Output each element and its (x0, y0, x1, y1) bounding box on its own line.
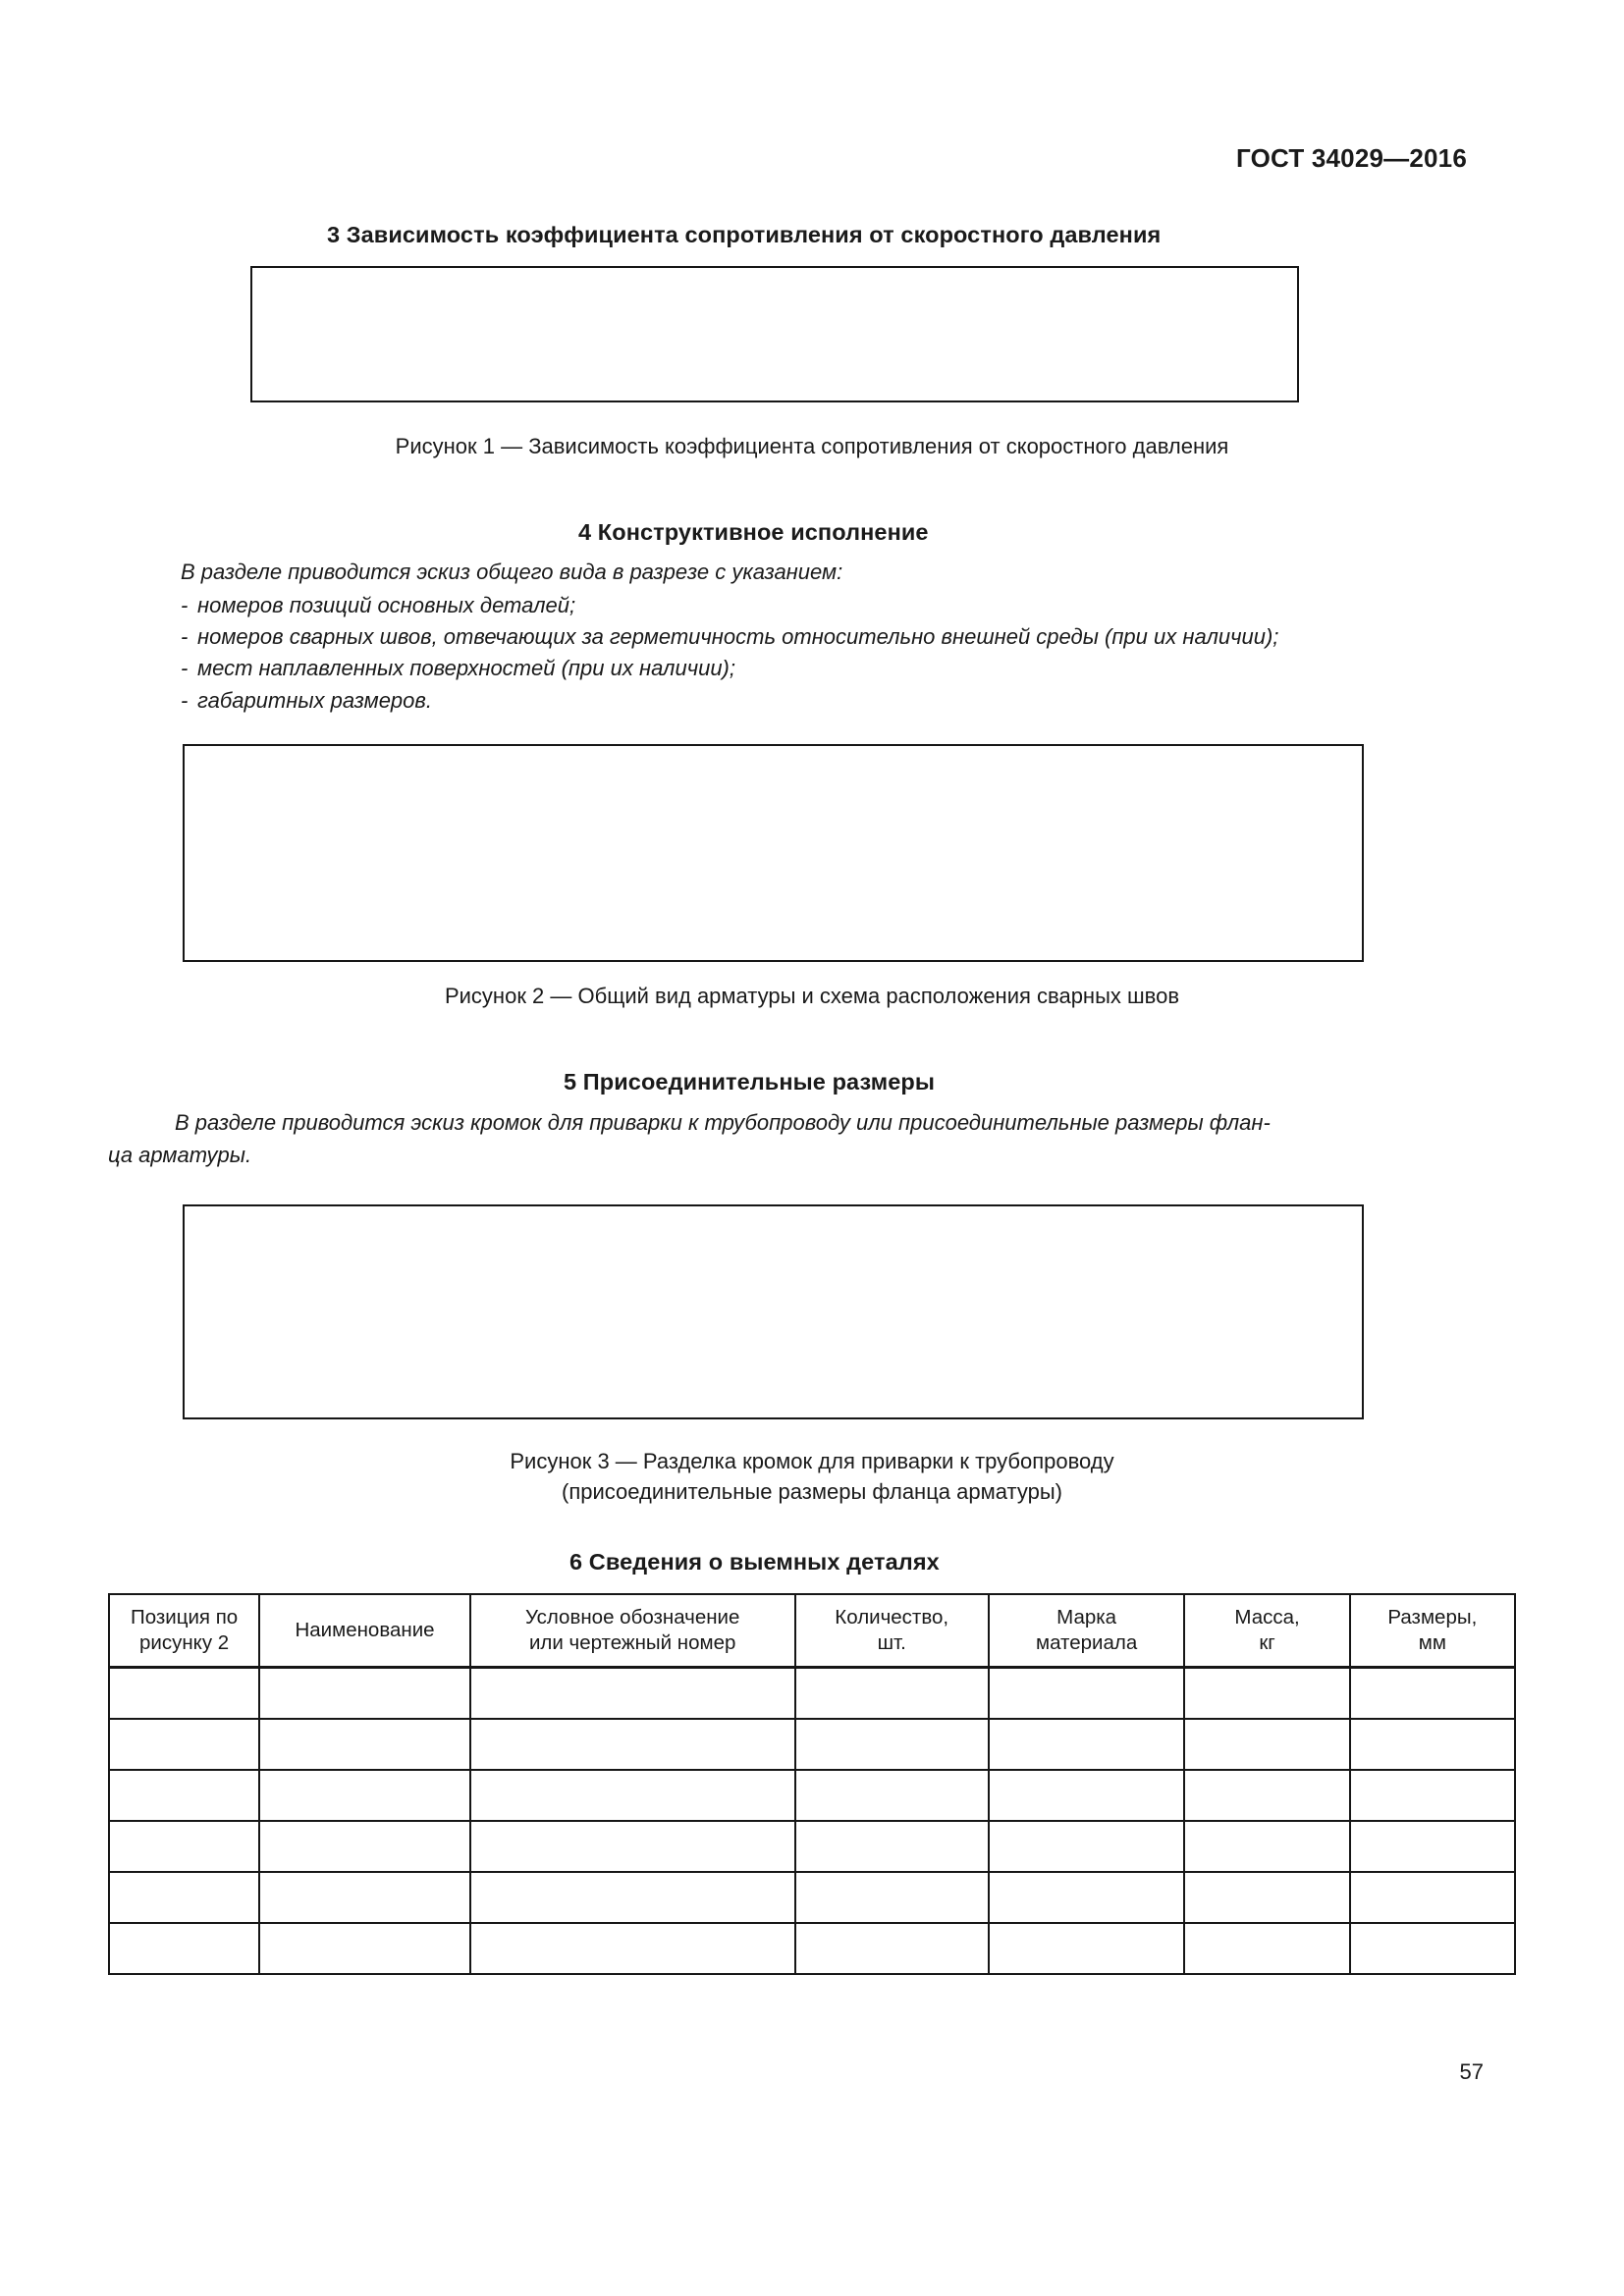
figure-2-placeholder-box (183, 744, 1364, 962)
table-header-line-1: Условное обозначение (524, 1605, 740, 1629)
section-heading-4: 4 Конструктивное исполнение (578, 519, 929, 545)
table-cell[interactable] (795, 1872, 989, 1923)
table-cell[interactable] (1184, 1923, 1349, 1974)
table-row (109, 1770, 1515, 1821)
table-header-line-1: Масса, (1234, 1605, 1300, 1629)
table-header-cell-dimensions (1350, 1594, 1515, 1668)
table-cell[interactable] (1350, 1821, 1515, 1872)
table-cell[interactable] (795, 1770, 989, 1821)
table-header-line-2: шт. (877, 1631, 906, 1654)
table-cell[interactable] (109, 1872, 259, 1923)
table-cell[interactable] (1350, 1872, 1515, 1923)
table-cell[interactable] (795, 1668, 989, 1720)
table-header-line-1: Позиция по (130, 1605, 239, 1629)
table-header-cell-position (109, 1594, 259, 1668)
table-cell[interactable] (795, 1821, 989, 1872)
table-cell[interactable] (470, 1821, 795, 1872)
table-header-line-2: или чертежный номер (528, 1631, 736, 1654)
table-cell[interactable] (1350, 1668, 1515, 1720)
list-item (181, 621, 1278, 653)
table-row (109, 1821, 1515, 1872)
table-header-line-2: мм (1418, 1631, 1446, 1654)
table-cell[interactable] (989, 1872, 1185, 1923)
table-cell[interactable] (470, 1872, 795, 1923)
table-header-cell-mass (1184, 1594, 1349, 1668)
section-5-intro-line-2: ца арматуры. (108, 1143, 252, 1167)
list-item-label: номеров позиций основных деталей; (197, 593, 576, 617)
section-4-intro-text: В разделе приводится эскиз общего вида в разрезе с указанием: (181, 560, 843, 584)
table-header-cell-material (989, 1594, 1185, 1668)
figure-3-placeholder-box (183, 1204, 1364, 1419)
table-cell[interactable] (109, 1770, 259, 1821)
section-4-bullet-list (181, 590, 1278, 717)
table-cell[interactable] (1350, 1719, 1515, 1770)
table-cell[interactable] (989, 1923, 1185, 1974)
table-cell[interactable] (259, 1821, 470, 1872)
list-item-label: номеров сварных швов, отвечающих за герметичность относительно внешней среды (при их наличии); (197, 624, 1279, 650)
table-cell[interactable] (989, 1668, 1185, 1720)
table-cell[interactable] (1184, 1668, 1349, 1720)
figure-3-caption (0, 1446, 1624, 1507)
figure-1-placeholder-box (250, 266, 1299, 402)
list-item-label: габаритных размеров. (197, 687, 433, 713)
table-header-row (109, 1594, 1515, 1668)
table-row (109, 1719, 1515, 1770)
bullet-marker: - (181, 593, 189, 617)
table-cell[interactable] (989, 1770, 1185, 1821)
table-cell[interactable] (1184, 1719, 1349, 1770)
table-header-line-1: Количество, (835, 1605, 949, 1629)
table-cell[interactable] (109, 1668, 259, 1720)
list-item (181, 590, 1278, 621)
section-heading-5: 5 Присоединительные размеры (564, 1069, 935, 1095)
table-cell[interactable] (109, 1719, 259, 1770)
figure-3-caption-line-2: (присоединительные размеры фланца арматуры) (562, 1479, 1062, 1505)
bullet-marker: - (181, 624, 189, 650)
section-heading-3: 3 Зависимость коэффициента сопротивления от скоростного давления (327, 222, 1162, 247)
list-item (181, 653, 1278, 684)
table-cell[interactable] (470, 1668, 795, 1720)
table-cell[interactable] (1350, 1770, 1515, 1821)
bullet-marker: - (181, 656, 189, 681)
table-cell[interactable] (259, 1668, 470, 1720)
table-header-line-1: Наименование (295, 1618, 435, 1641)
table-cell[interactable] (109, 1821, 259, 1872)
table-cell[interactable] (470, 1923, 795, 1974)
table-header-line-1: Марка (1056, 1605, 1117, 1629)
bullet-marker: - (181, 687, 189, 713)
figure-3-caption-line-1: Рисунок 3 — Разделка кромок для приварки к трубопроводу (510, 1449, 1114, 1473)
figure-2-caption: Рисунок 2 — Общий вид арматуры и схема расположения сварных швов (444, 984, 1180, 1008)
table-header-cell-designation (470, 1594, 795, 1668)
table-header-cell-quantity (795, 1594, 989, 1668)
table-cell[interactable] (1184, 1770, 1349, 1821)
running-head-standard-number: ГОСТ 34029—2016 (1236, 143, 1467, 173)
table-cell[interactable] (1350, 1923, 1515, 1974)
table-cell[interactable] (470, 1719, 795, 1770)
table-cell[interactable] (109, 1923, 259, 1974)
table-row (109, 1668, 1515, 1720)
table-cell[interactable] (259, 1923, 470, 1974)
table-header-cell-name (259, 1594, 470, 1668)
table-row (109, 1923, 1515, 1974)
removable-parts-table (108, 1593, 1516, 1975)
list-item-label: мест наплавленных поверхностей (при их наличии); (197, 656, 735, 681)
table-body (109, 1668, 1515, 1975)
table-cell[interactable] (259, 1872, 470, 1923)
table-cell[interactable] (470, 1770, 795, 1821)
table-header-line-2: материала (1036, 1631, 1138, 1654)
table-cell[interactable] (259, 1719, 470, 1770)
table-row (109, 1872, 1515, 1923)
table-header-line-1: Размеры, (1387, 1605, 1478, 1629)
table-cell[interactable] (795, 1719, 989, 1770)
table-cell[interactable] (1184, 1872, 1349, 1923)
section-5-intro-line-1: В разделе приводится эскиз кромок для приварки к трубопроводу или присоединительные размеры флан- (175, 1110, 1271, 1135)
list-item (181, 685, 1278, 717)
section-5-intro-text (108, 1106, 1516, 1171)
page-number: 57 (1459, 2059, 1484, 2084)
table-header-line-2: кг (1259, 1631, 1275, 1654)
figure-1-caption: Рисунок 1 — Зависимость коэффициента сопротивления от скоростного давления (395, 434, 1229, 458)
section-heading-6: 6 Сведения о выемных деталях (569, 1549, 940, 1575)
table-header-line-2: рисунку 2 (138, 1631, 230, 1654)
table-cell[interactable] (1184, 1821, 1349, 1872)
table-cell[interactable] (795, 1923, 989, 1974)
table-cell[interactable] (989, 1821, 1185, 1872)
table-cell[interactable] (259, 1770, 470, 1821)
table-cell[interactable] (989, 1719, 1185, 1770)
